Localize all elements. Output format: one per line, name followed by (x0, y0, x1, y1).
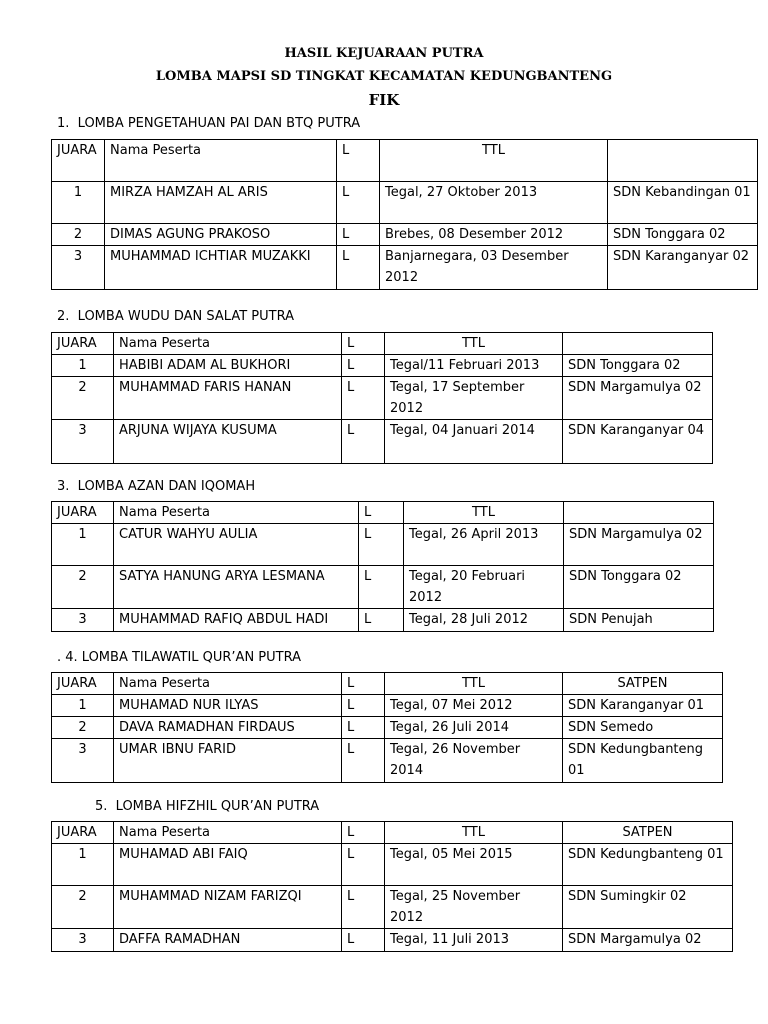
rank: 3 (52, 929, 114, 952)
gender: L (342, 355, 385, 377)
birth-place-date: Tegal, 27 Oktober 2013 (380, 182, 608, 224)
header-ttl: TTL (404, 502, 564, 524)
rank: 3 (52, 739, 114, 783)
participant-name: MUHAMMAD NIZAM FARIZQI (114, 886, 342, 929)
rank: 3 (52, 420, 114, 464)
participant-name: SATYA HANUNG ARYA LESMANA (114, 566, 359, 609)
rank: 2 (52, 717, 114, 739)
section-3-table (51, 501, 714, 632)
section-5-table (51, 821, 733, 952)
table-row (52, 717, 723, 739)
participant-name: MUHAMAD ABI FAIQ (114, 844, 342, 886)
rank: 3 (52, 246, 105, 290)
header-ttl: TTL (385, 673, 563, 695)
rank: 2 (52, 566, 114, 609)
birth-place-date: Tegal/11 Februari 2013 (385, 355, 563, 377)
header-satpen (564, 502, 714, 524)
table-header-row (52, 673, 723, 695)
participant-name: DIMAS AGUNG PRAKOSO (105, 224, 337, 246)
table-header-row (52, 822, 733, 844)
gender: L (342, 420, 385, 464)
table-header-row (52, 502, 714, 524)
rank: 1 (52, 844, 114, 886)
participant-name: MUHAMAD NUR ILYAS (114, 695, 342, 717)
header-satpen: SATPEN (563, 673, 723, 695)
birth-place-date: Tegal, 04 Januari 2014 (385, 420, 563, 464)
rank: 1 (52, 182, 105, 224)
birth-place-date: Tegal, 28 Juli 2012 (404, 609, 564, 632)
table-row (52, 929, 733, 952)
header-l: L (337, 140, 380, 182)
header-ttl: TTL (380, 140, 608, 182)
participant-name: ARJUNA WIJAYA KUSUMA (114, 420, 342, 464)
school: SDN Penujah (564, 609, 714, 632)
header-juara: JUARA (52, 140, 105, 182)
header-l: L (342, 822, 385, 844)
participant-name: DAFFA RAMADHAN (114, 929, 342, 952)
header-juara: JUARA (52, 822, 114, 844)
header-nama: Nama Peserta (114, 502, 359, 524)
table-row (52, 844, 733, 886)
school: SDN Karanganyar 04 (563, 420, 713, 464)
birth-place-date: Tegal, 25 November 2012 (385, 886, 563, 929)
school: SDN Margamulya 02 (564, 524, 714, 566)
header-l: L (359, 502, 404, 524)
header-l: L (342, 673, 385, 695)
school: SDN Sumingkir 02 (563, 886, 733, 929)
header-juara: JUARA (52, 502, 114, 524)
birth-place-date: Tegal, 20 Februari 2012 (404, 566, 564, 609)
school: SDN Margamulya 02 (563, 929, 733, 952)
table-row (52, 739, 723, 783)
school: SDN Semedo (563, 717, 723, 739)
participant-name: MIRZA HAMZAH AL ARIS (105, 182, 337, 224)
header-nama: Nama Peserta (114, 822, 342, 844)
document-subtitle: LOMBA MAPSI SD TINGKAT KECAMATAN KEDUNGBANTENG (155, 69, 613, 84)
birth-place-date: Tegal, 05 Mei 2015 (385, 844, 563, 886)
header-l: L (342, 333, 385, 355)
table-row (52, 609, 714, 632)
header-nama: Nama Peserta (114, 673, 342, 695)
table-row (52, 182, 758, 224)
document-code: FIK (368, 91, 400, 109)
participant-name: MUHAMMAD RAFIQ ABDUL HADI (114, 609, 359, 632)
document-title: HASIL KEJUARAAN PUTRA (284, 46, 484, 61)
header-nama: Nama Peserta (105, 140, 337, 182)
table-header-row (52, 333, 713, 355)
participant-name: MUHAMMAD ICHTIAR MUZAKKI (105, 246, 337, 290)
gender: L (342, 844, 385, 886)
birth-place-date: Tegal, 17 September 2012 (385, 377, 563, 420)
section-2-heading: 2. LOMBA WUDU DAN SALAT PUTRA (57, 309, 294, 324)
school: SDN Karanganyar 02 (608, 246, 758, 290)
section-1-table (51, 139, 758, 290)
school: SDN Kedungbanteng 01 (563, 844, 733, 886)
birth-place-date: Tegal, 26 November 2014 (385, 739, 563, 783)
gender: L (337, 224, 380, 246)
birth-place-date: Banjarnegara, 03 Desember 2012 (380, 246, 608, 290)
gender: L (359, 524, 404, 566)
school: SDN Kebandingan 01 (608, 182, 758, 224)
school: SDN Kedungbanteng 01 (563, 739, 723, 783)
participant-name: HABIBI ADAM AL BUKHORI (114, 355, 342, 377)
rank: 1 (52, 695, 114, 717)
header-ttl: TTL (385, 822, 563, 844)
gender: L (337, 182, 380, 224)
participant-name: DAVA RAMADHAN FIRDAUS (114, 717, 342, 739)
gender: L (342, 739, 385, 783)
participant-name: UMAR IBNU FARID (114, 739, 342, 783)
header-juara: JUARA (52, 333, 114, 355)
section-4-table (51, 672, 723, 783)
gender: L (337, 246, 380, 290)
school: SDN Tonggara 02 (563, 355, 713, 377)
table-header-row (52, 140, 758, 182)
section-2-table (51, 332, 713, 464)
rank: 1 (52, 524, 114, 566)
rank: 2 (52, 886, 114, 929)
table-row (52, 355, 713, 377)
table-row (52, 524, 714, 566)
birth-place-date: Tegal, 26 Juli 2014 (385, 717, 563, 739)
school: SDN Margamulya 02 (563, 377, 713, 420)
gender: L (342, 695, 385, 717)
header-ttl: TTL (385, 333, 563, 355)
table-row (52, 695, 723, 717)
header-nama: Nama Peserta (114, 333, 342, 355)
table-row (52, 566, 714, 609)
birth-place-date: Brebes, 08 Desember 2012 (380, 224, 608, 246)
gender: L (342, 377, 385, 420)
rank: 1 (52, 355, 114, 377)
table-row (52, 420, 713, 464)
gender: L (359, 609, 404, 632)
gender: L (342, 929, 385, 952)
gender: L (342, 886, 385, 929)
table-row (52, 246, 758, 290)
rank: 2 (52, 224, 105, 246)
section-4-heading: . 4. LOMBA TILAWATIL QUR’AN PUTRA (57, 650, 302, 665)
birth-place-date: Tegal, 07 Mei 2012 (385, 695, 563, 717)
participant-name: MUHAMMAD FARIS HANAN (114, 377, 342, 420)
section-1-heading: 1. LOMBA PENGETAHUAN PAI DAN BTQ PUTRA (57, 116, 361, 131)
table-row (52, 377, 713, 420)
header-juara: JUARA (52, 673, 114, 695)
header-satpen (608, 140, 758, 182)
school: SDN Karanganyar 01 (563, 695, 723, 717)
rank: 3 (52, 609, 114, 632)
birth-place-date: Tegal, 11 Juli 2013 (385, 929, 563, 952)
gender: L (359, 566, 404, 609)
header-satpen (563, 333, 713, 355)
school: SDN Tonggara 02 (564, 566, 714, 609)
section-5-heading: 5. LOMBA HIFZHIL QUR’AN PUTRA (95, 799, 320, 814)
table-row (52, 886, 733, 929)
participant-name: CATUR WAHYU AULIA (114, 524, 359, 566)
school: SDN Tonggara 02 (608, 224, 758, 246)
table-row (52, 224, 758, 246)
header-satpen: SATPEN (563, 822, 733, 844)
rank: 2 (52, 377, 114, 420)
gender: L (342, 717, 385, 739)
birth-place-date: Tegal, 26 April 2013 (404, 524, 564, 566)
section-3-heading: 3. LOMBA AZAN DAN IQOMAH (57, 479, 256, 494)
